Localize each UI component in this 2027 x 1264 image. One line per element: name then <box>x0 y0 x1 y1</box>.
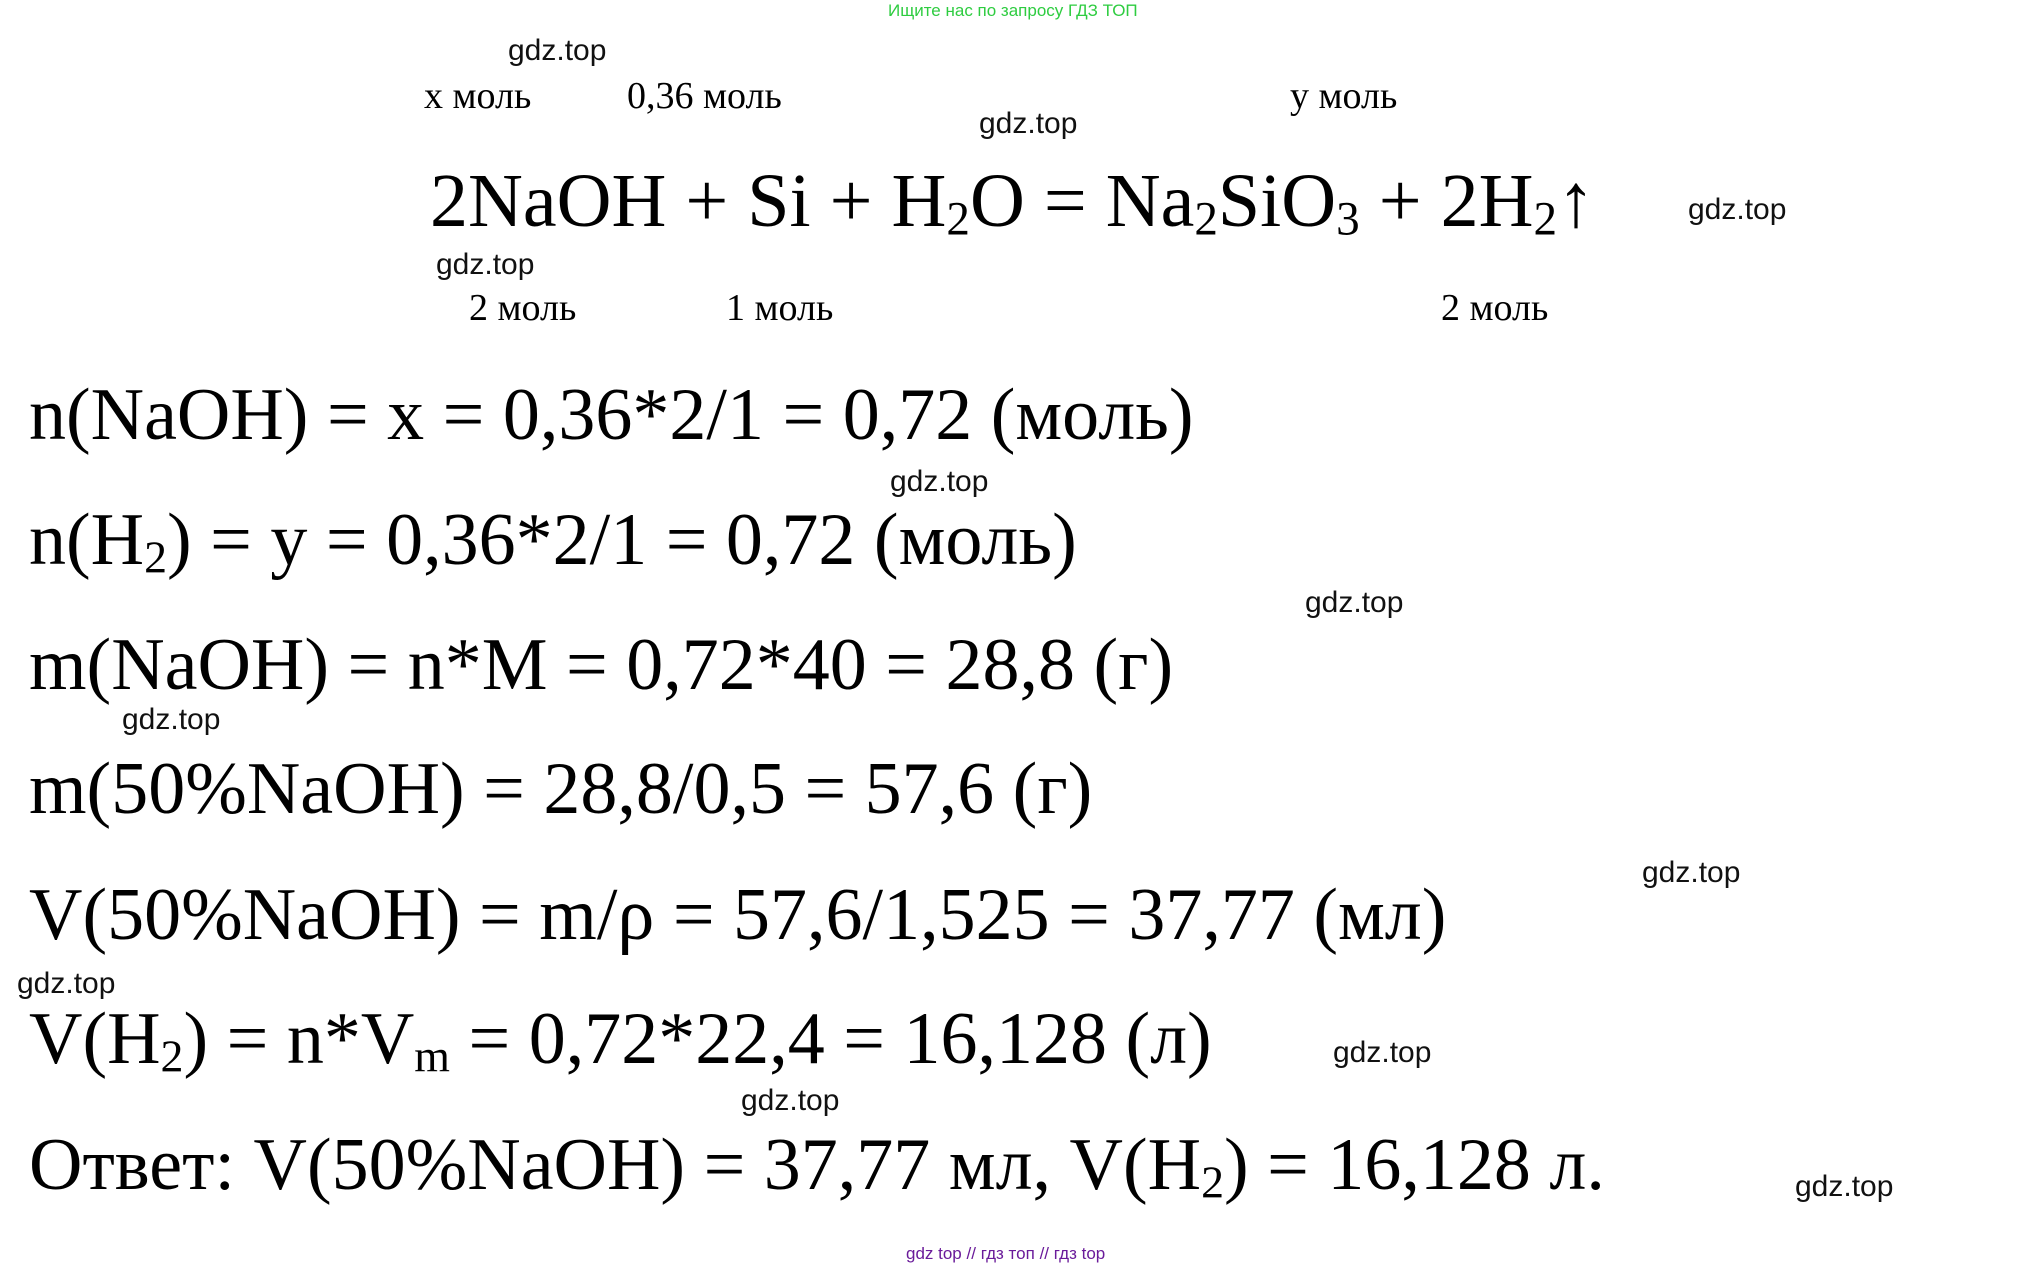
mol-label-y: y моль <box>1290 75 1398 117</box>
footer-link-gdz-top[interactable]: gdz top <box>906 1244 962 1263</box>
calc-text: ) = y = 0,36*2/1 = 0,72 (моль) <box>167 499 1077 581</box>
watermark: gdz.top <box>741 1084 840 1117</box>
mol-label-h2: 2 моль <box>1441 287 1549 329</box>
footer-separator: // <box>1039 1244 1050 1263</box>
equation-part: SiO <box>1217 159 1337 243</box>
watermark: gdz.top <box>1333 1036 1432 1069</box>
subscript: 2 <box>144 531 168 583</box>
mol-label-x: x моль <box>424 75 532 117</box>
calc-text: ) = n*V <box>183 998 415 1080</box>
footer-link-gdz-top-mixed[interactable]: гдз top <box>1053 1244 1106 1263</box>
search-banner: Ищите нас по запросу ГДЗ ТОП <box>888 1 1138 20</box>
watermark: gdz.top <box>508 34 607 67</box>
answer-text: ) = 16,128 л. <box>1224 1124 1605 1206</box>
answer-text: Ответ: V(50%NaOH) = 37,77 мл, V(H <box>29 1124 1202 1206</box>
gas-arrow: ↑ <box>1557 159 1596 243</box>
watermark: gdz.top <box>979 107 1078 140</box>
watermark: gdz.top <box>1688 193 1787 226</box>
calc-text: n(H <box>29 499 145 581</box>
calc-line-n-naoh: n(NaOH) = x = 0,36*2/1 = 0,72 (моль) <box>29 374 1194 456</box>
watermark: gdz.top <box>1642 856 1741 889</box>
watermark: gdz.top <box>436 248 535 281</box>
reaction-equation <box>430 159 1596 246</box>
calc-line-m-50-naoh: m(50%NaOH) = 28,8/0,5 = 57,6 (г) <box>29 748 1093 830</box>
subscript: 3 <box>1336 193 1360 246</box>
mol-label-si-stoich: 1 моль <box>726 287 834 329</box>
footer-separator: // <box>966 1244 976 1263</box>
mol-label-si: 0,36 моль <box>627 75 782 117</box>
calc-text: V(H <box>29 998 161 1080</box>
watermark: gdz.top <box>17 967 116 1000</box>
equation-part: + 2H <box>1359 159 1534 243</box>
mol-label-naoh: 2 моль <box>469 287 577 329</box>
calc-line-v-50-naoh: V(50%NaOH) = m/ρ = 57,6/1,525 = 37,77 (мл) <box>29 874 1447 956</box>
subscript: 2 <box>160 1030 184 1082</box>
equation-part: O = Na <box>969 159 1195 243</box>
watermark: gdz.top <box>1305 586 1404 619</box>
subscript: 2 <box>1201 1156 1225 1208</box>
subscript: m <box>414 1030 450 1082</box>
answer-line <box>29 1124 1605 1208</box>
subscript: 2 <box>1533 193 1558 246</box>
calc-line-n-h2 <box>29 499 1077 583</box>
equation-part: 2NaOH + Si + H <box>430 159 947 243</box>
footer-link-gdz-top-ru[interactable]: гдз топ <box>980 1244 1035 1263</box>
subscript: 2 <box>946 193 970 246</box>
calc-text: = 0,72*22,4 = 16,128 (л) <box>449 998 1212 1080</box>
calc-line-m-naoh: m(NaOH) = n*M = 0,72*40 = 28,8 (г) <box>29 624 1174 706</box>
watermark: gdz.top <box>890 465 989 498</box>
watermark: gdz.top <box>122 703 221 736</box>
watermark: gdz.top <box>1795 1170 1894 1203</box>
subscript: 2 <box>1194 193 1218 246</box>
calc-line-v-h2 <box>29 998 1212 1082</box>
footer-links <box>906 1244 1105 1264</box>
